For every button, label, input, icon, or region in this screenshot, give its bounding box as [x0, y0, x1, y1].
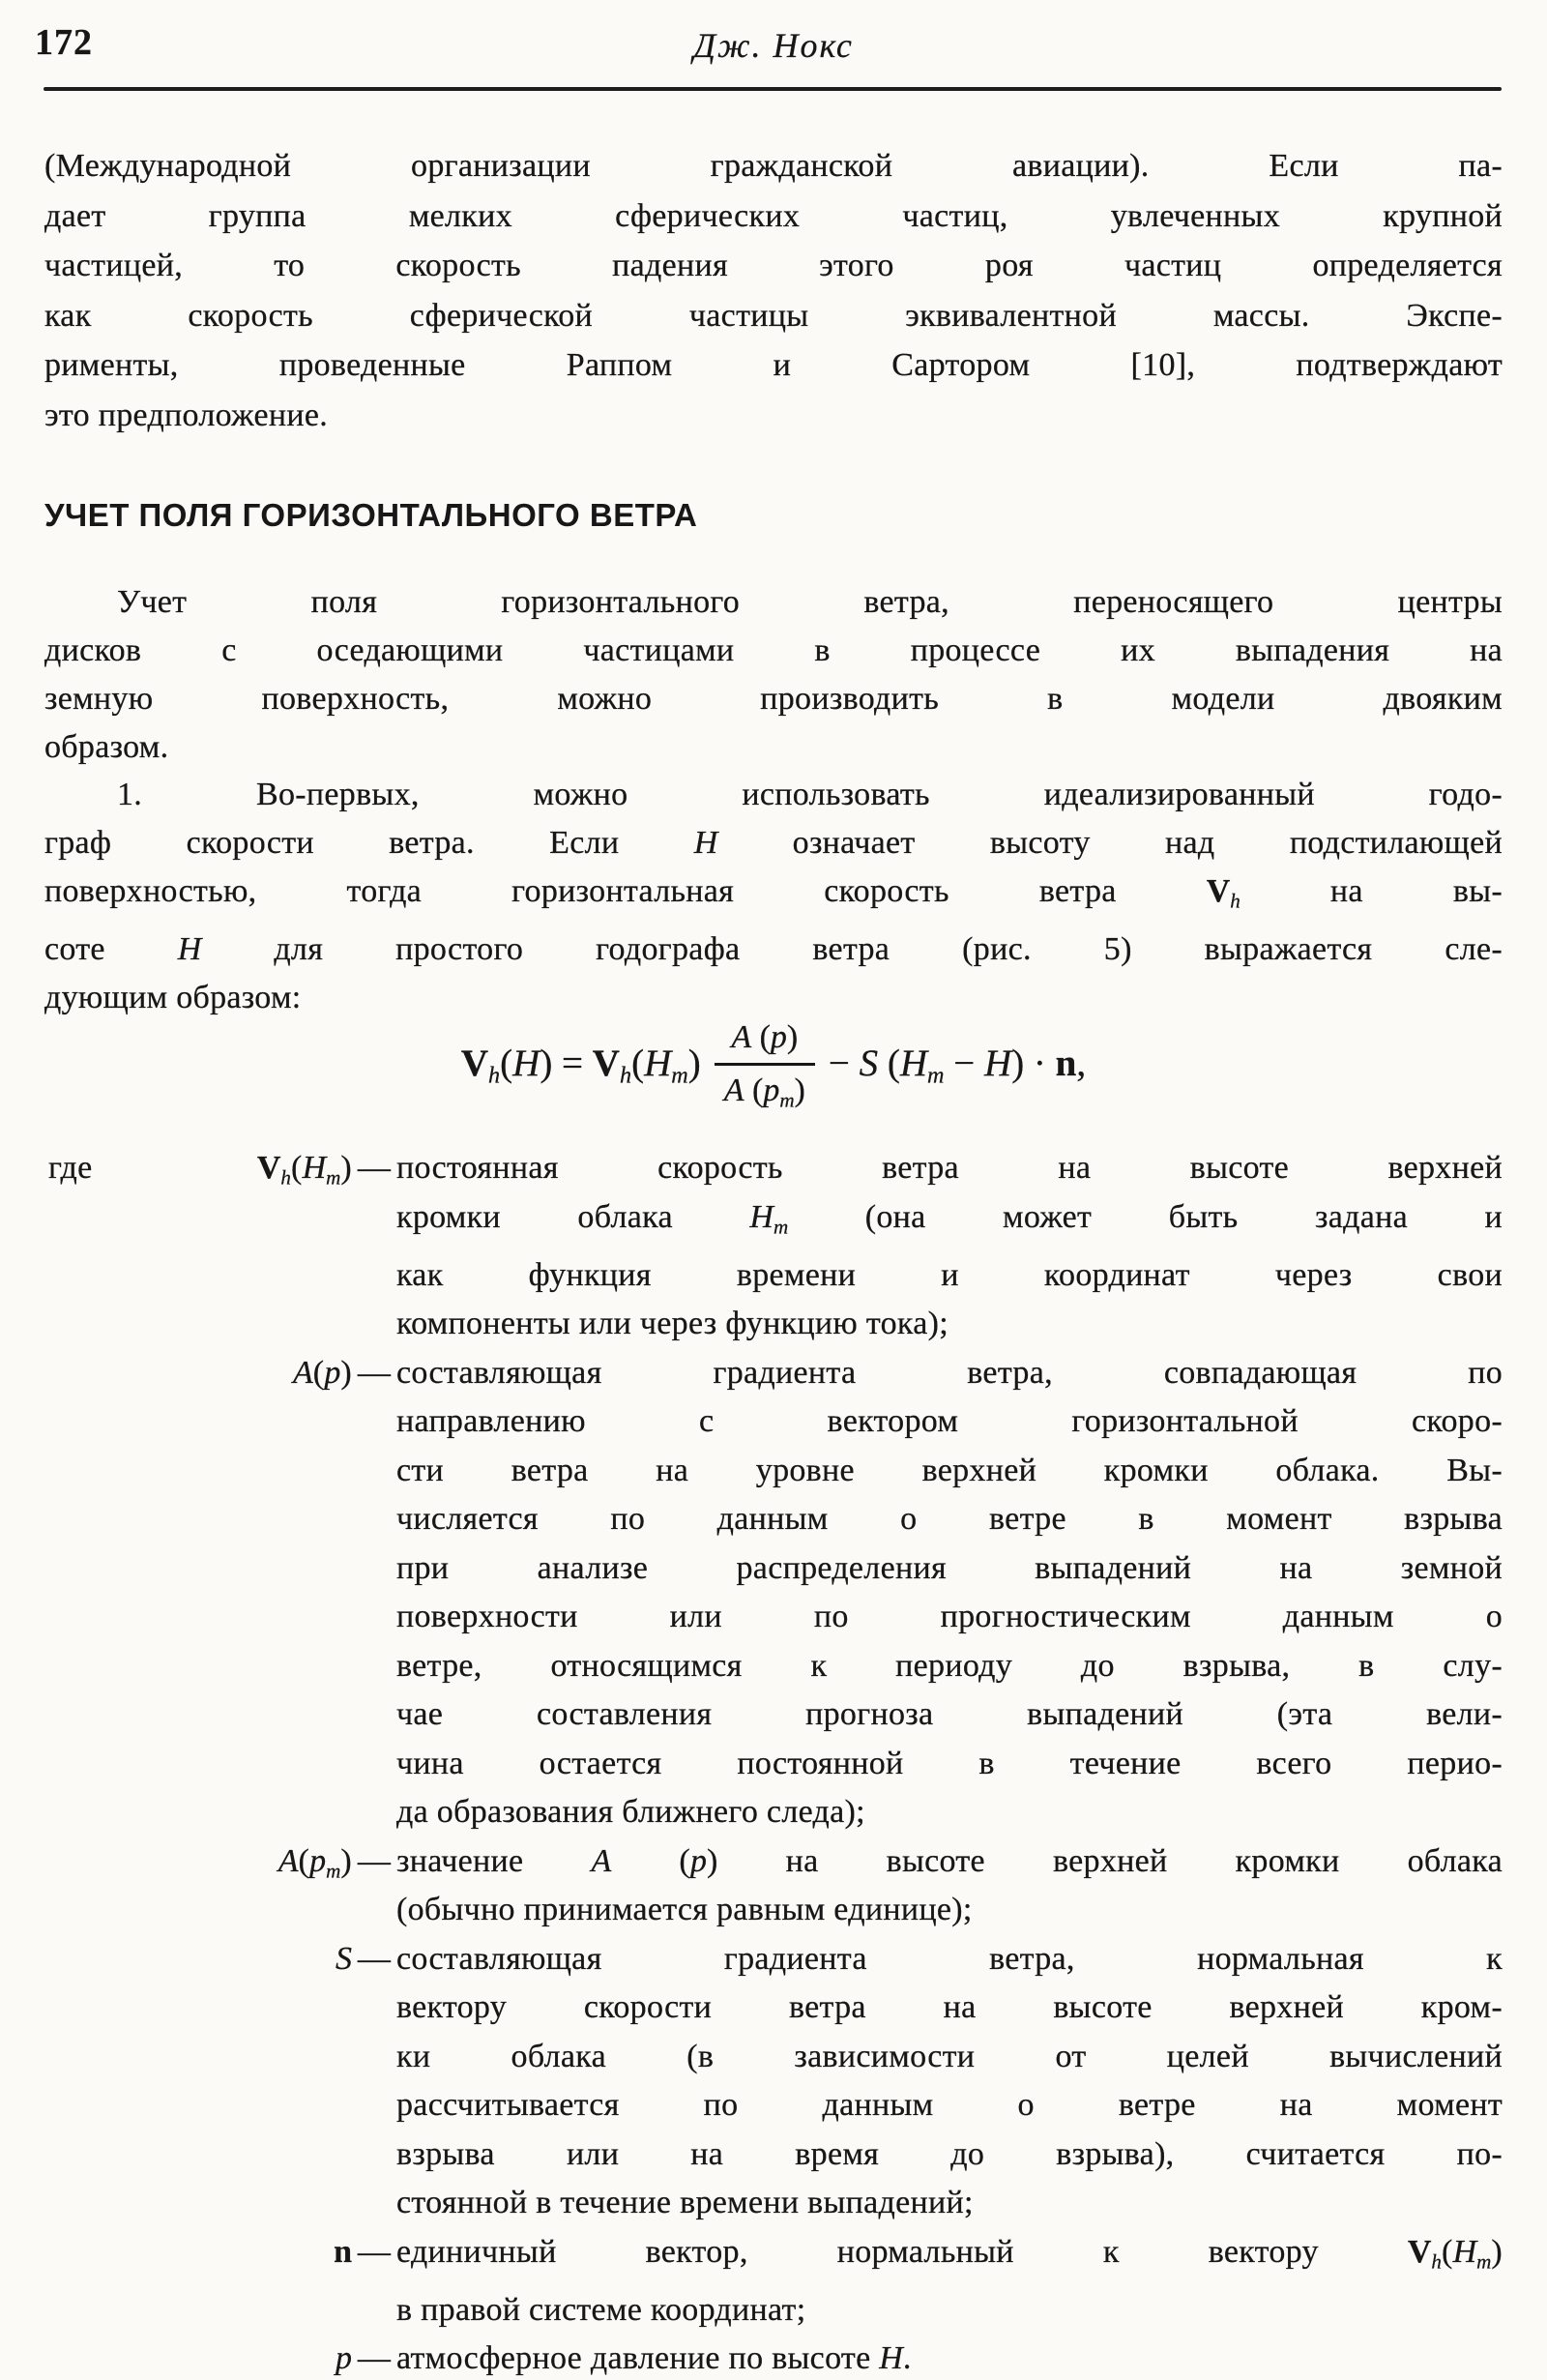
math-symbol: n [334, 2233, 352, 2270]
definition-term [44, 2228, 352, 2277]
text-line: соте H для простого годографа ветра (рис. 5) выражается сле- [44, 930, 1503, 967]
formula-fraction [715, 1019, 815, 1113]
definition-term [44, 1144, 352, 1202]
text-line: сти ветра на уровне верхней кромки облака. Вы- [396, 1452, 1503, 1488]
fraction-denominator: A (pm) [715, 1063, 815, 1113]
text-line: 1. Во-первых, можно использовать идеализированный годо- [117, 777, 1503, 812]
paragraph-hodograph [44, 771, 1503, 1022]
text-line: как функция времени и координат через свои [396, 1256, 1503, 1293]
text-line: частицей, то скорость падения этого роя частиц определяется [44, 248, 1503, 283]
math-symbol: V [1206, 873, 1231, 909]
math-symbol: A [292, 1354, 313, 1391]
text-line: дисков с оседающими частицами в процессе их выпадения на [44, 632, 1503, 668]
math-symbol: h [488, 1062, 501, 1089]
text-line: дующим образом: [44, 979, 302, 1015]
text-line: (обычно принимается равным единице); [396, 1892, 973, 1928]
definition-term [44, 2335, 352, 2380]
paragraph-wind-field [44, 578, 1503, 772]
text-line: земную поверхность, можно производить в модели двояким [44, 681, 1503, 717]
definition-item [44, 2335, 1503, 2380]
text-line: единичный вектор, нормальный к вектору Vh(Hm) [396, 2233, 1503, 2274]
definition-dash: — [357, 1940, 392, 1977]
wind-speed-formula [44, 990, 1503, 1141]
text-line: вектору скорости ветра на высоте верхней кром- [396, 1989, 1503, 2026]
math-symbol: h [280, 1165, 291, 1190]
math-symbol: H [302, 1150, 327, 1186]
text-line: Учет поля горизонтального ветра, переносящего центры [117, 584, 1503, 620]
definition-dash: — [357, 1842, 392, 1879]
text-line: составляющая градиента ветра, совпадающая по [396, 1354, 1503, 1391]
math-symbol: V [1407, 2233, 1432, 2270]
text-line: ки облака (в зависимости от целей вычислений [396, 2038, 1503, 2074]
math-symbol: h [1431, 2249, 1442, 2274]
text-line: стоянной в течение времени выпадений; [396, 2185, 974, 2221]
text-line: в правой системе координат; [396, 2291, 806, 2328]
definition-term [44, 1935, 352, 1984]
definition-symbol [334, 2234, 352, 2270]
math-symbol: p [770, 1018, 787, 1055]
text-line: чина остается постоянной в течение всего перио- [396, 1745, 1503, 1781]
text-line: поверхностью, тогда горизонтальная скорость ветра Vh на вы- [44, 873, 1503, 913]
definition-dash: — [357, 2233, 392, 2270]
formula-rhs: − S (Hm − H) · n, [828, 1043, 1087, 1089]
text-line: чае составления прогноза выпадений (эта вели- [396, 1696, 1503, 1733]
definition-text [396, 1144, 1503, 1349]
definition-term [44, 1349, 352, 1398]
text-line: да образования ближнего следа); [396, 1794, 865, 1831]
definition-dash: — [357, 2340, 392, 2377]
definition-item [44, 1837, 1503, 1935]
math-symbol: m [927, 1062, 945, 1089]
text-line: (Международной организации гражданской авиации). Если па- [44, 148, 1503, 184]
text-line: составляющая градиента ветра, нормальная к [396, 1940, 1503, 1977]
definition-item [44, 1144, 1503, 1349]
text-line: это предположение. [44, 397, 329, 433]
text-line: рименты, проведенные Раппом и Сартором [10], подтверждают [44, 347, 1503, 383]
math-symbol: H [644, 1043, 672, 1085]
math-symbol: H [899, 1043, 928, 1085]
definition-symbol [336, 2340, 352, 2376]
text-line: числяется по данным о ветре в момент взрыва [396, 1501, 1503, 1538]
math-symbol: n [1055, 1043, 1077, 1085]
math-symbol: H [879, 2340, 903, 2377]
math-symbol: m [779, 1088, 795, 1112]
math-symbol: A [277, 1842, 299, 1879]
math-symbol: p [763, 1072, 780, 1108]
fraction-numerator: A (p) [731, 1018, 799, 1055]
definition-symbol: Vh(Hm) [256, 1150, 352, 1190]
header-rule [44, 87, 1502, 91]
text-line: компоненты или через функцию тока); [396, 1306, 949, 1342]
paragraph-continued [44, 141, 1503, 440]
text-line: дает группа мелких сферических частиц, увлеченных крупной [44, 197, 1503, 234]
text-line: как скорость сферической частицы эквивалентной массы. Экспе- [44, 297, 1503, 334]
text-line: значение A (p) на высоте верхней кромки облака [396, 1842, 1503, 1879]
text-line: кромки облака Hm (она может быть задана и [396, 1198, 1503, 1239]
text-line: образом. [44, 729, 169, 765]
math-symbol: h [619, 1062, 632, 1089]
math-symbol: h [1230, 889, 1241, 913]
math-symbol: V [460, 1043, 489, 1085]
math-symbol: p [309, 1842, 327, 1879]
math-symbol: H [984, 1043, 1012, 1085]
math-symbol: m [773, 1215, 789, 1239]
text-line: атмосферное давление по высоте H. [396, 2340, 912, 2377]
math-symbol: A [731, 1018, 752, 1055]
text-line: при анализе распределения выпадений на земной [396, 1549, 1503, 1586]
definition-text [396, 1837, 1503, 1935]
definition-item [44, 2228, 1503, 2336]
math-symbol: H [512, 1043, 540, 1085]
text-line: граф скорости ветра. Если H означает высоту над подстилающей [44, 825, 1503, 861]
section-heading: УЧЕТ ПОЛЯ ГОРИЗОНТАЛЬНОГО ВЕТРА [44, 497, 698, 533]
running-head: Дж. Нокс [693, 26, 854, 65]
definition-text [396, 1935, 1503, 2228]
math-symbol: m [326, 1859, 341, 1883]
definition-intro-word: где [48, 1150, 93, 1186]
definition-item [44, 1935, 1503, 2228]
definition-symbol [336, 1941, 352, 1977]
math-symbol: H [1452, 2233, 1477, 2270]
definition-list [44, 1144, 1503, 2380]
text-line: взрыва или на время до взрыва), считается по- [396, 2135, 1503, 2172]
math-symbol: m [326, 1165, 341, 1190]
math-symbol: p [324, 1354, 341, 1391]
math-symbol: H [749, 1198, 774, 1235]
math-symbol: p [689, 1842, 707, 1879]
math-symbol: H [177, 930, 202, 967]
definition-text [396, 1349, 1503, 1837]
definition-dash: — [357, 1150, 392, 1186]
math-symbol: A [591, 1842, 612, 1879]
definition-dash: — [357, 1354, 392, 1391]
math-symbol: m [1476, 2249, 1492, 2274]
definition-text [396, 2228, 1503, 2336]
definition-symbol: A(p) [292, 1354, 352, 1391]
math-symbol: V [256, 1150, 281, 1186]
definition-symbol: A(pm) [277, 1842, 352, 1883]
text-line: рассчитывается по данным о ветре на момент [396, 2087, 1503, 2124]
page-number: 172 [35, 22, 93, 63]
math-symbol: S [336, 1940, 352, 1977]
text-line: поверхности или по прогностическим данным о [396, 1599, 1503, 1635]
text-line: постоянная скорость ветра на высоте верхней [396, 1150, 1503, 1186]
definition-item [44, 1349, 1503, 1837]
math-symbol: p [336, 2340, 352, 2377]
text-line: ветре, относящимся к периоду до взрыва, в слу- [396, 1647, 1503, 1684]
math-symbol: S [859, 1043, 879, 1085]
math-symbol: m [671, 1062, 688, 1089]
definition-text [396, 2335, 1503, 2380]
math-symbol: H [693, 825, 718, 861]
definition-term [44, 1837, 352, 1895]
text-line: направлению с вектором горизонтальной скоро- [396, 1403, 1503, 1440]
math-symbol: V [592, 1043, 620, 1085]
math-symbol: A [723, 1072, 744, 1108]
formula-lhs: Vh(H) = Vh(Hm) [460, 1043, 701, 1089]
